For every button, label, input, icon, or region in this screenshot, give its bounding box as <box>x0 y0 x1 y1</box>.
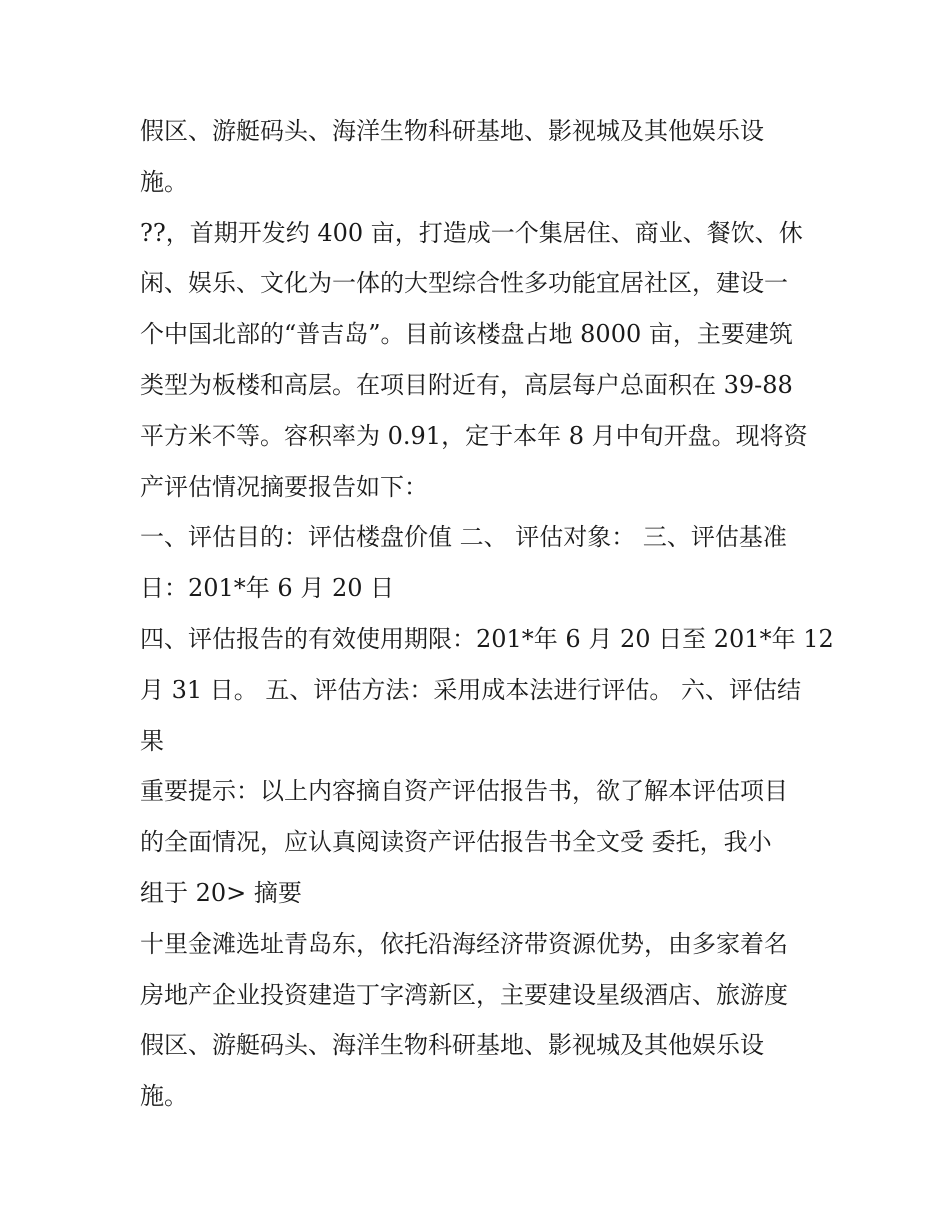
text-line: 四、评估报告的有效使用期限：201*年 6 月 20 日至 201*年 12 <box>140 624 834 653</box>
text-line: 月 31 日。 五、评估方法：采用成本法进行评估。 六、评估结 <box>140 675 802 704</box>
text-line: 个中国北部的“普吉岛”。目前该楼盘占地 8000 亩，主要建筑 <box>140 320 793 349</box>
text-line: 平方米不等。容积率为 0.91，定于本年 8 月中旬开盘。现将资 <box>140 421 808 450</box>
text-line: 房地产企业投资建造丁字湾新区，主要建设星级酒店、旅游度 <box>140 980 788 1009</box>
text-line: 组于 20> 摘要 <box>140 878 302 907</box>
text-line: 类型为板楼和高层。在项目附近有，高层每户总面积在 39-88 <box>140 370 793 399</box>
text-line: 闲、娱乐、文化为一体的大型综合性多功能宜居社区，建设一 <box>140 269 788 298</box>
text-line: ??，首期开发约 400 亩，打造成一个集居住、商业、餐饮、休 <box>140 218 803 247</box>
document-body <box>140 106 834 1122</box>
text-line: 十里金滩选址青岛东，依托沿海经济带资源优势，由多家着名 <box>140 929 788 958</box>
text-line: 施。 <box>140 1082 188 1111</box>
text-line: 一、评估目的：评估楼盘价值 二、 评估对象： 三、评估基准 <box>140 523 787 552</box>
text-line: 重要提示：以上内容摘自资产评估报告书，欲了解本评估项目 <box>140 777 788 806</box>
text-line: 假区、游艇码头、海洋生物科研基地、影视城及其他娱乐设 <box>140 117 764 145</box>
text-line: 果 <box>140 726 164 755</box>
text-line: 施。 <box>140 167 188 196</box>
text-line: 假区、游艇码头、海洋生物科研基地、影视城及其他娱乐设 <box>140 1031 764 1060</box>
text-line: 的全面情况，应认真阅读资产评估报告书全文受 委托，我小 <box>140 828 772 857</box>
text-line: 产评估情况摘要报告如下： <box>140 472 428 501</box>
text-line: 日：201*年 6 月 20 日 <box>140 574 395 603</box>
